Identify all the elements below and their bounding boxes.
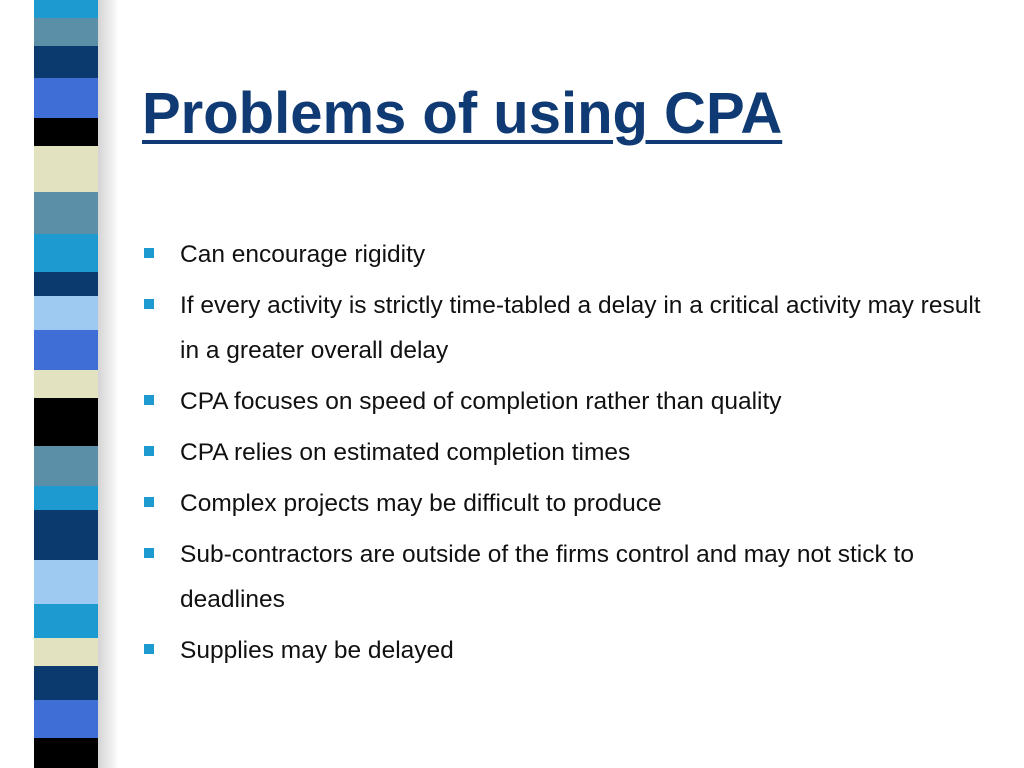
- stripe-band: [34, 398, 98, 446]
- bullet-item: [142, 481, 992, 526]
- stripe-band: [34, 700, 98, 738]
- stripe-band: [34, 604, 98, 638]
- stripe-band: [34, 192, 98, 234]
- stripe-band: [34, 234, 98, 272]
- bullet-item: [142, 532, 992, 622]
- stripe-band: [34, 0, 98, 18]
- bullet-square-icon: [144, 248, 154, 258]
- bullet-text: If every activity is strictly time-tabled a delay in a critical activity may result in a greater overall delay: [180, 292, 981, 364]
- bullet-item: [142, 379, 992, 424]
- stripe-band: [34, 330, 98, 370]
- bullet-text: Complex projects may be difficult to produce: [180, 490, 662, 517]
- stripe-band: [34, 738, 98, 768]
- stripe-band: [34, 272, 98, 296]
- bullet-square-icon: [144, 395, 154, 405]
- bullet-text: Sub-contractors are outside of the firms control and may not stick to deadlines: [180, 541, 914, 613]
- stripe-band: [34, 146, 98, 192]
- bullet-square-icon: [144, 497, 154, 507]
- stripe-band: [34, 486, 98, 510]
- stripe-band: [34, 78, 98, 118]
- stripe-band: [34, 560, 98, 604]
- bullet-square-icon: [144, 299, 154, 309]
- bullet-square-icon: [144, 644, 154, 654]
- bullet-item: [142, 430, 992, 475]
- bullet-text: Can encourage rigidity: [180, 241, 426, 268]
- bullet-item: [142, 283, 992, 373]
- bullet-list: [142, 232, 992, 679]
- bullet-item: [142, 232, 992, 277]
- bullet-square-icon: [144, 548, 154, 558]
- stripe-band: [34, 296, 98, 330]
- stripe-band: [34, 666, 98, 700]
- decorative-color-stripe: [34, 0, 98, 768]
- stripe-band: [34, 18, 98, 46]
- bullet-item: [142, 628, 992, 673]
- stripe-band: [34, 46, 98, 78]
- stripe-band: [34, 446, 98, 486]
- bullet-text: Supplies may be delayed: [180, 637, 454, 664]
- stripe-band: [34, 370, 98, 398]
- slide-title: Problems of using CPA: [142, 81, 783, 146]
- stripe-band: [34, 118, 98, 146]
- stripe-band: [34, 638, 98, 666]
- stripe-band: [34, 510, 98, 560]
- bullet-text: CPA focuses on speed of completion rather than quality: [180, 388, 782, 415]
- bullet-square-icon: [144, 446, 154, 456]
- bullet-text: CPA relies on estimated completion times: [180, 439, 631, 466]
